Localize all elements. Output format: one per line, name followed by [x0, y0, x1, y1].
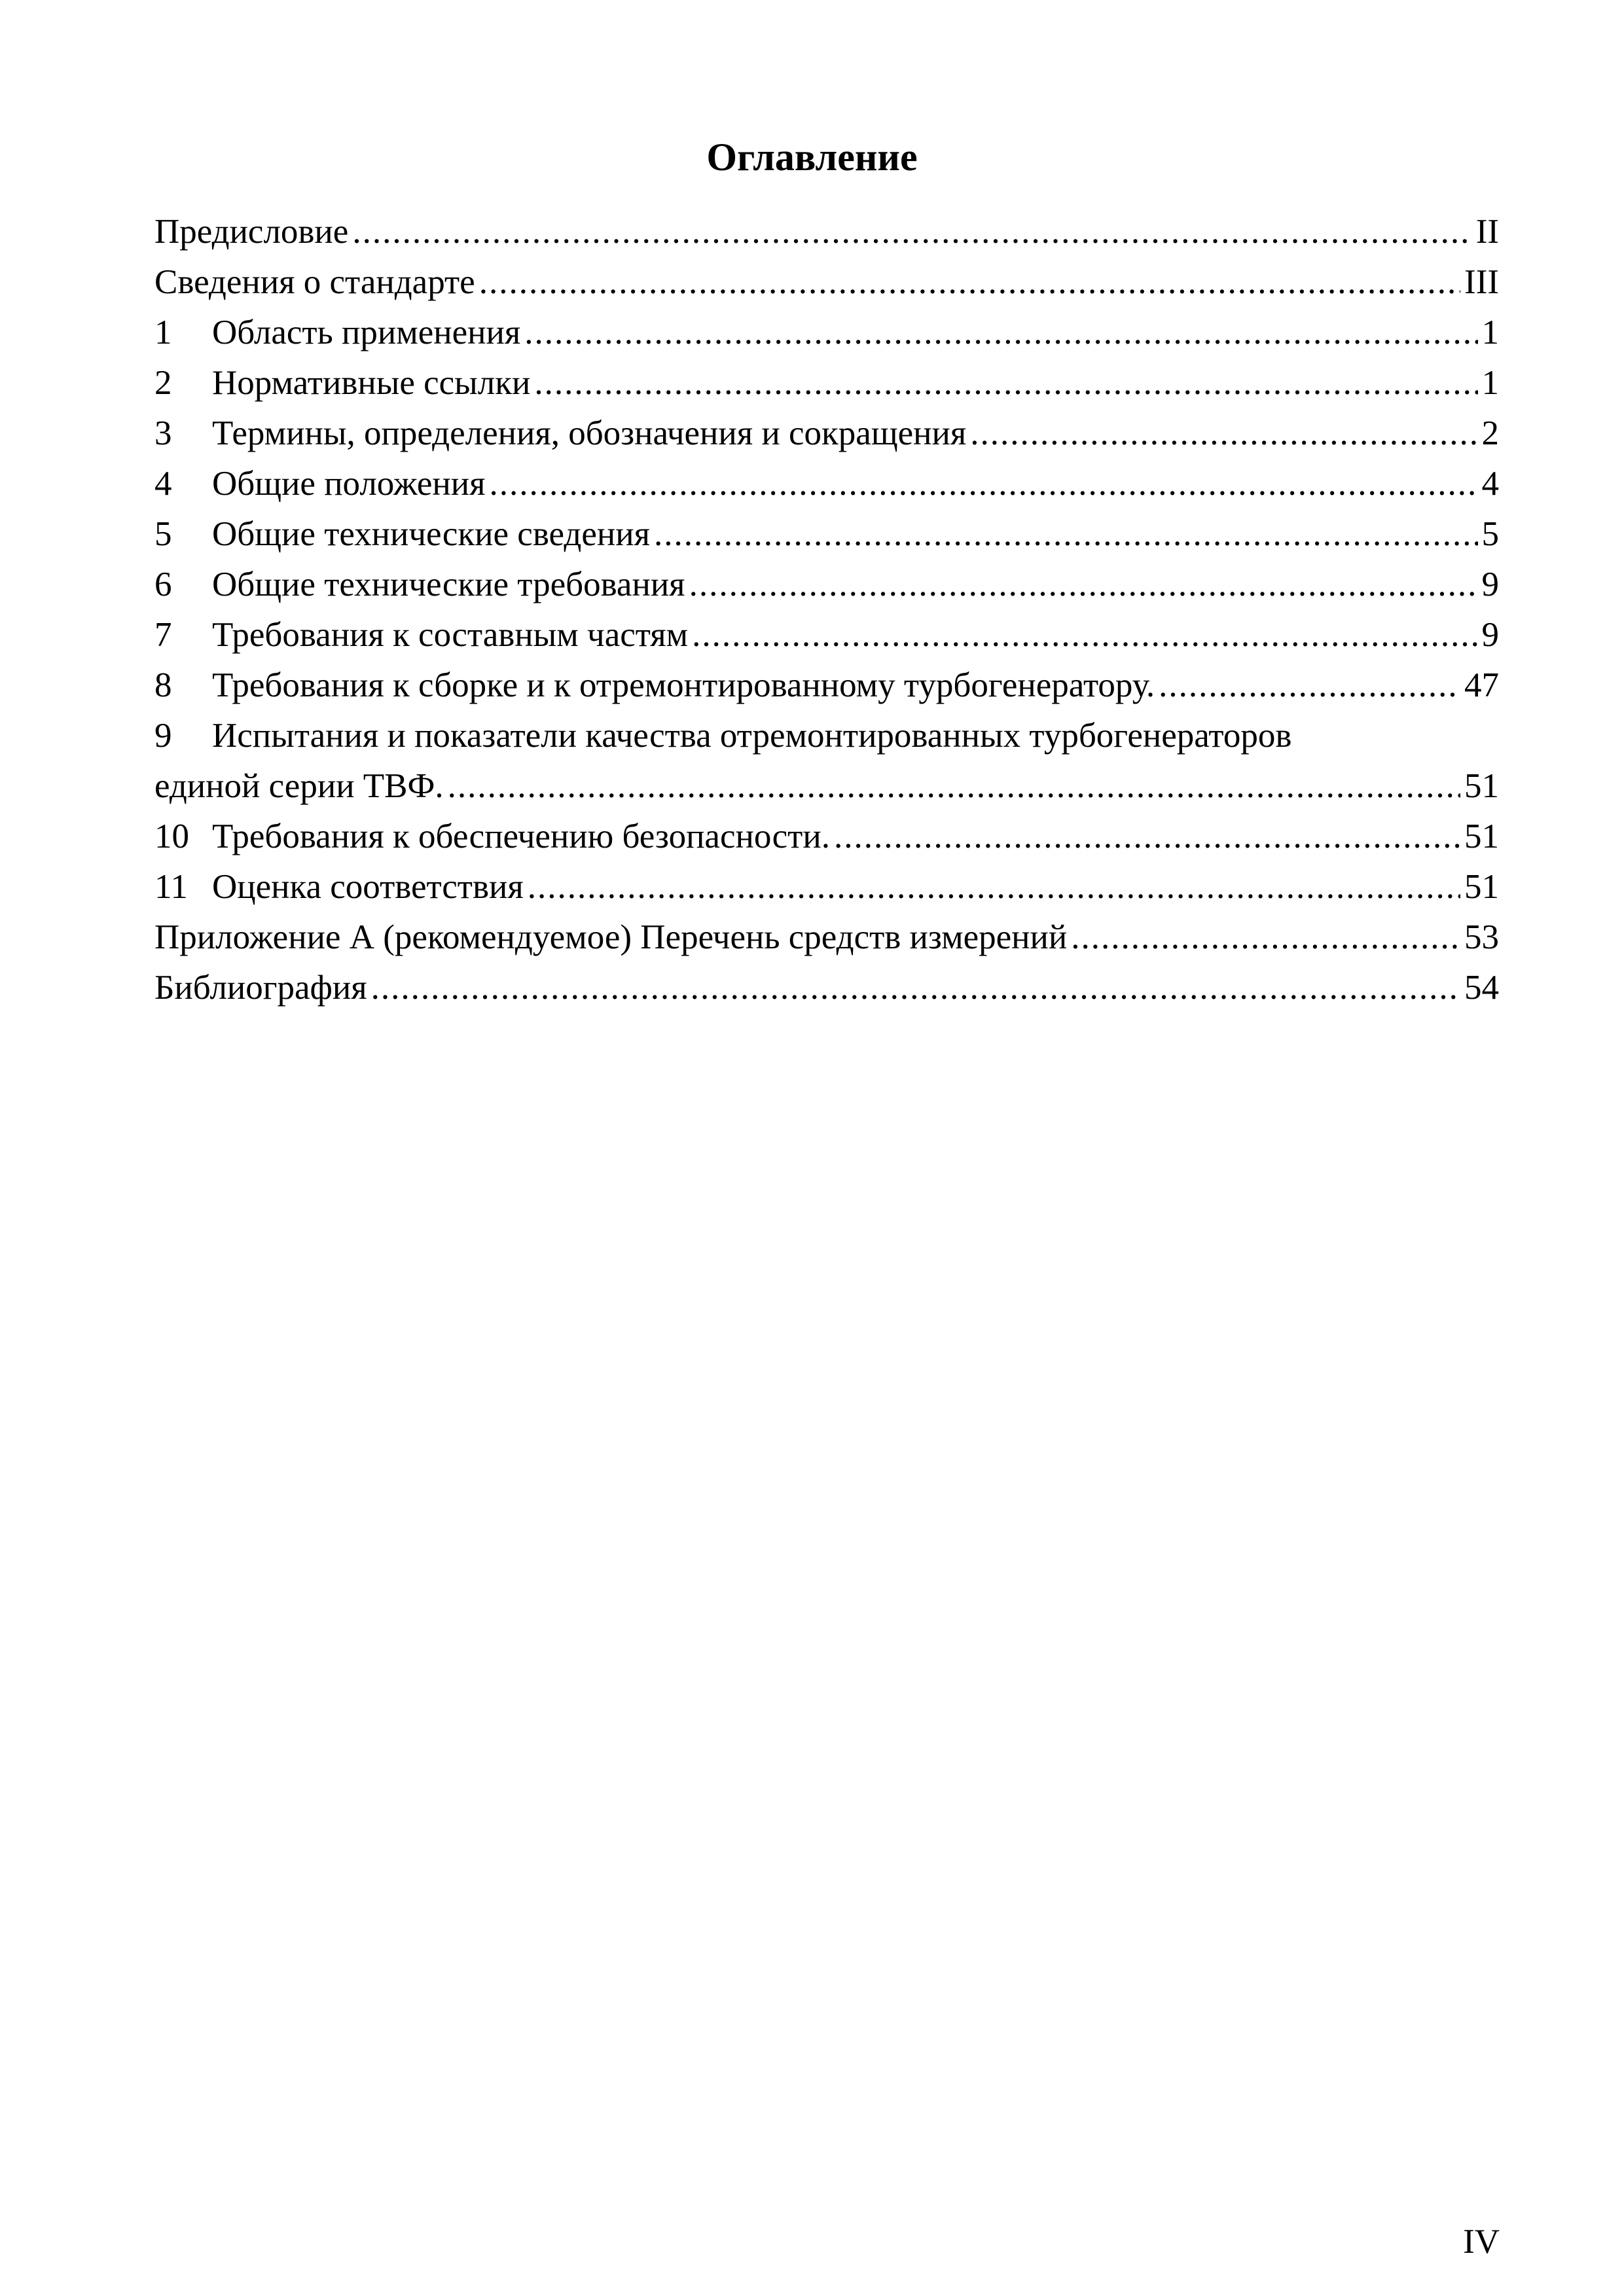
- dot-leader: [524, 308, 1477, 358]
- toc-entry-section-2[interactable]: [154, 358, 1499, 408]
- toc-entry-number: 10: [154, 817, 189, 855]
- toc-entry-text: Общие технические требования: [212, 565, 685, 603]
- dot-leader: [490, 459, 1478, 509]
- toc-entry-page: 5: [1481, 515, 1499, 553]
- toc-entry-number: 11: [154, 868, 189, 906]
- toc-entry-section-8[interactable]: [154, 660, 1499, 711]
- dot-leader: [970, 408, 1477, 459]
- dot-leader: [534, 358, 1477, 408]
- toc-entry-page: 1: [1481, 314, 1499, 351]
- toc-entry-section-9-line-2[interactable]: [154, 761, 1499, 812]
- toc-entry-number: 7: [154, 616, 172, 654]
- toc-entry-number: 1: [154, 314, 172, 351]
- toc-entry-number: 8: [154, 666, 172, 704]
- toc-entry-text: Требования к сборке и к отремонтированному турбогенератору.: [212, 666, 1155, 704]
- toc-entry-page: 1: [1481, 364, 1499, 402]
- toc-entry-section-6[interactable]: [154, 560, 1499, 610]
- toc-entry-number: 6: [154, 565, 172, 603]
- toc-entry-number: 5: [154, 515, 172, 553]
- toc-entry-appendix-a[interactable]: [154, 912, 1499, 963]
- dot-leader: [371, 963, 1460, 1013]
- toc-entry-page: 51: [1464, 817, 1499, 855]
- toc-entry-page: 51: [1464, 767, 1499, 805]
- toc-entry-section-1[interactable]: [154, 308, 1499, 358]
- toc-entry-text: Оценка соответствия: [212, 868, 524, 906]
- dot-leader: [448, 761, 1460, 812]
- toc-entry-page: II: [1475, 213, 1499, 251]
- toc-entry-page: 54: [1464, 969, 1499, 1007]
- dot-leader: [352, 207, 1471, 257]
- toc-entry-text: Приложение А (рекомендуемое) Перечень средств измерений: [154, 918, 1068, 956]
- toc-entry-preface[interactable]: [154, 207, 1499, 257]
- dot-leader: [692, 610, 1477, 660]
- dot-leader: [654, 509, 1478, 560]
- toc-entry-section-7[interactable]: [154, 610, 1499, 660]
- toc-entry-page: 9: [1481, 616, 1499, 654]
- toc-entry-page: 51: [1464, 868, 1499, 906]
- dot-leader: [689, 560, 1478, 610]
- toc-entry-number: 9: [154, 717, 172, 755]
- toc-entry-section-9-line-1[interactable]: [154, 711, 1499, 761]
- toc-entry-section-10[interactable]: [154, 812, 1499, 862]
- toc-entry-number: 4: [154, 465, 172, 503]
- toc-entry-section-11[interactable]: [154, 862, 1499, 912]
- toc-entry-section-3[interactable]: [154, 408, 1499, 459]
- toc-entry-text: Общие положения: [212, 465, 486, 503]
- toc-entry-text: Требования к обеспечению безопасности.: [212, 817, 830, 855]
- toc-entry-page: 4: [1481, 465, 1499, 503]
- toc-entry-number: 2: [154, 364, 172, 402]
- toc-entry-text: Общие технические сведения: [212, 515, 650, 553]
- toc-entry-page: 53: [1464, 918, 1499, 956]
- toc-entry-section-5[interactable]: [154, 509, 1499, 560]
- toc-entry-section-4[interactable]: [154, 459, 1499, 509]
- toc-entry-text: Библиография: [154, 969, 367, 1007]
- toc-entry-page: 2: [1481, 414, 1499, 452]
- toc-entry-standard-info[interactable]: [154, 257, 1499, 308]
- toc-entry-text: Предисловие: [154, 213, 349, 251]
- toc-entry-bibliography[interactable]: [154, 963, 1499, 1013]
- dot-leader: [479, 257, 1460, 308]
- page-title: Оглавление: [706, 135, 918, 179]
- toc-entry-page: III: [1464, 263, 1499, 301]
- toc-entry-text: Область применения: [212, 314, 521, 351]
- dot-leader: [1159, 660, 1460, 711]
- toc-entry-text: Сведения о стандарте: [154, 263, 475, 301]
- toc-entry-text: Требования к составным частям: [212, 616, 689, 654]
- page-number: IV: [1463, 2223, 1500, 2261]
- toc-entry-text: единой серии ТВФ.: [154, 767, 444, 805]
- toc-entry-text: Нормативные ссылки: [212, 364, 531, 402]
- toc-entry-text: Испытания и показатели качества отремонтированных турбогенераторов: [212, 717, 1292, 755]
- toc-entry-page: 47: [1464, 666, 1499, 704]
- dot-leader: [528, 862, 1460, 912]
- table-of-contents: [154, 207, 1499, 1013]
- dot-leader: [834, 812, 1460, 862]
- dot-leader: [1071, 912, 1460, 963]
- toc-entry-page: 9: [1481, 565, 1499, 603]
- toc-entry-number: 3: [154, 414, 172, 452]
- toc-entry-text: Термины, определения, обозначения и сокращения: [212, 414, 967, 452]
